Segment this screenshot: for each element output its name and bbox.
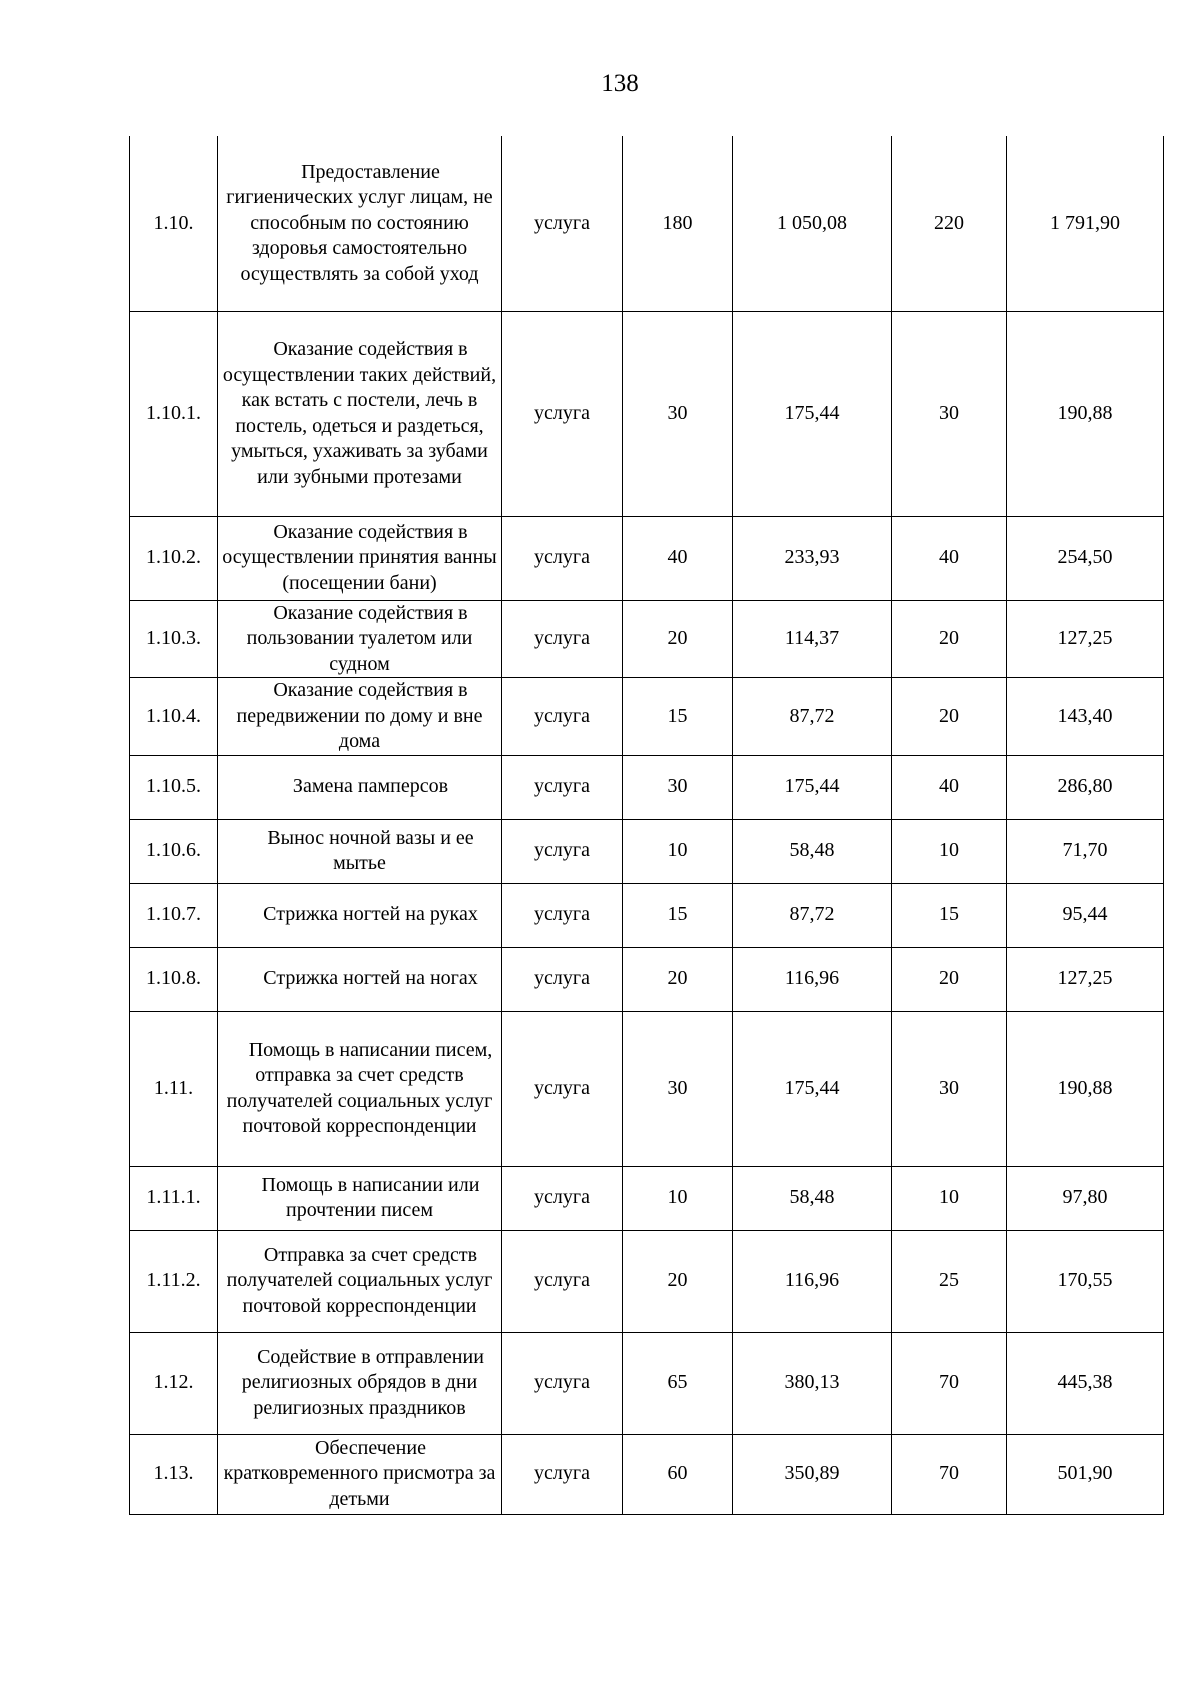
price-1-cell [733,516,892,600]
table-row [130,516,1164,600]
quantity-2-cell [892,947,1007,1011]
price-2: 254,50 [1057,546,1113,569]
quantity-2-cell [892,755,1007,819]
service-name: Обеспечение кратковременного присмотра за детьми [223,1436,496,1510]
item-number: 1.10.8. [146,967,201,990]
price-2: 71,70 [1062,839,1108,862]
quantity-2: 20 [939,704,959,727]
quantity-1: 15 [667,704,688,727]
price-1: 116,96 [784,967,840,990]
quantity-1: 180 [662,211,693,234]
price-2-cell [1007,678,1164,756]
unit: услуга [534,1269,590,1292]
unit: услуга [534,627,590,649]
item-number: 1.10.7. [146,903,201,926]
unit-cell [502,819,623,883]
unit: услуга [534,967,590,990]
unit-cell [502,1230,623,1332]
quantity-2: 220 [934,211,964,234]
table-row [130,1230,1164,1332]
price-2-cell [1007,1230,1164,1332]
service-name-cell [218,1230,502,1332]
quantity-2-cell [892,600,1007,678]
item-number: 1.10.3. [146,627,201,649]
quantity-1: 20 [667,1269,688,1292]
price-1: 350,89 [784,1462,840,1485]
unit: услуга [534,546,590,569]
price-2-cell [1007,136,1164,311]
service-name: Оказание содействия в осуществлении принятия ванны (посещении бани) [222,520,497,594]
price-2: 1 791,90 [1050,211,1120,234]
price-1: 116,96 [784,1269,840,1292]
quantity-2-cell [892,1434,1007,1514]
item-number-cell [130,516,218,600]
quantity-1: 10 [667,839,688,862]
item-number: 1.10.4. [146,704,201,727]
quantity-2-cell [892,883,1007,947]
unit-cell [502,1434,623,1514]
item-number: 1.12. [153,1371,194,1394]
price-2: 501,90 [1057,1462,1113,1485]
quantity-1-cell [623,1230,733,1332]
table-row [130,883,1164,947]
price-2-cell [1007,883,1164,947]
table-row [130,1332,1164,1434]
item-number-cell [130,678,218,756]
quantity-1-cell [623,311,733,516]
price-1-cell [733,678,892,756]
item-number-cell [130,947,218,1011]
quantity-1-cell [623,1011,733,1166]
quantity-2-cell [892,678,1007,756]
quantity-1: 20 [667,627,688,649]
service-name-cell [218,516,502,600]
item-number-cell [130,136,218,311]
item-number-cell [130,1230,218,1332]
page-number: 138 [601,70,639,97]
service-name-cell [218,1332,502,1434]
unit: услуга [534,1186,590,1209]
price-1-cell [733,311,892,516]
unit-cell [502,136,623,311]
service-name: Содействие в отправлении религиозных обрядов в дни религиозных праздников [241,1345,484,1419]
price-2: 127,25 [1057,967,1113,990]
quantity-2: 30 [939,1076,959,1099]
price-1-cell [733,1166,892,1230]
quantity-1: 40 [667,546,688,569]
unit: услуга [534,401,590,424]
unit: услуга [534,903,590,926]
item-number: 1.11.1. [146,1186,201,1209]
unit-cell [502,1011,623,1166]
quantity-1-cell [623,1332,733,1434]
price-1-cell [733,1011,892,1166]
unit: услуга [534,1076,590,1099]
unit: услуга [534,704,590,727]
quantity-1: 30 [667,401,688,424]
price-2-cell [1007,1011,1164,1166]
price-2-cell [1007,311,1164,516]
service-name: Помощь в написании писем, отправка за счет средств получателей социальных услуг почтовой корреспонденции [226,1038,493,1137]
service-name-cell [218,1166,502,1230]
item-number-cell [130,1166,218,1230]
service-name: Оказание содействия в пользовании туалетом или судном [246,601,473,675]
unit-cell [502,600,623,678]
price-2-cell [1007,819,1164,883]
price-1: 87,72 [789,704,835,727]
table-row [130,678,1164,756]
price-2: 143,40 [1057,704,1113,727]
quantity-1: 60 [667,1462,688,1485]
quantity-2: 40 [939,546,959,569]
unit-cell [502,1332,623,1434]
price-2: 190,88 [1057,401,1113,424]
service-name-cell [218,311,502,516]
price-2: 95,44 [1062,903,1108,926]
item-number-cell [130,755,218,819]
quantity-2: 25 [939,1269,959,1292]
price-2-cell [1007,516,1164,600]
unit: услуга [534,1462,590,1485]
price-1-cell [733,136,892,311]
quantity-2: 10 [939,1186,959,1209]
table-row [130,136,1164,311]
item-number-cell [130,883,218,947]
item-number-cell [130,311,218,516]
quantity-1-cell [623,883,733,947]
price-2-cell [1007,755,1164,819]
quantity-1-cell [623,819,733,883]
table-body [130,136,1164,1514]
price-1: 175,44 [784,775,840,798]
service-name-cell [218,883,502,947]
price-2-cell [1007,600,1164,678]
table-row [130,1011,1164,1166]
quantity-2-cell [892,1230,1007,1332]
service-name-cell [218,1434,502,1514]
quantity-2-cell [892,1332,1007,1434]
item-number: 1.11. [153,1076,194,1099]
quantity-1: 10 [667,1186,688,1209]
services-table [129,136,1164,1515]
quantity-1-cell [623,1166,733,1230]
unit-cell [502,883,623,947]
unit-cell [502,311,623,516]
item-number: 1.10.2. [146,546,201,569]
price-2: 170,55 [1057,1269,1113,1292]
unit: услуга [534,839,590,862]
quantity-1: 30 [667,775,688,798]
price-1-cell [733,1230,892,1332]
price-2: 190,88 [1057,1076,1113,1099]
price-2-cell [1007,947,1164,1011]
price-2: 286,80 [1057,775,1113,798]
price-1: 114,37 [784,627,840,649]
quantity-2-cell [892,516,1007,600]
price-2-cell [1007,1166,1164,1230]
price-1-cell [733,947,892,1011]
price-2: 127,25 [1057,627,1113,649]
quantity-1-cell [623,947,733,1011]
service-name: Вынос ночной вазы и ее мытье [267,826,474,874]
item-number: 1.10.5. [146,775,201,798]
price-1: 58,48 [789,1186,835,1209]
table-row [130,755,1164,819]
quantity-2: 15 [939,903,959,926]
price-1-cell [733,819,892,883]
item-number-cell [130,1011,218,1166]
item-number: 1.10.1. [146,401,201,424]
item-number-cell [130,1434,218,1514]
table-row [130,947,1164,1011]
quantity-1-cell [623,1434,733,1514]
quantity-1: 15 [667,903,688,926]
quantity-2: 30 [939,401,959,424]
quantity-2-cell [892,136,1007,311]
quantity-2-cell [892,1011,1007,1166]
table-row [130,311,1164,516]
service-name-cell [218,819,502,883]
service-name: Оказание содействия в передвижении по дому и вне дома [236,679,483,752]
item-number: 1.11.2. [146,1269,201,1292]
quantity-1: 65 [667,1371,688,1394]
price-1: 87,72 [789,903,835,926]
price-1-cell [733,600,892,678]
service-name: Стрижка ногтей на руках [263,903,478,926]
quantity-1: 20 [667,967,688,990]
quantity-1: 30 [667,1076,688,1099]
price-1: 175,44 [784,1076,840,1099]
quantity-2-cell [892,311,1007,516]
service-name: Стрижка ногтей на ногах [263,967,478,990]
quantity-2: 20 [939,627,959,649]
quantity-1-cell [623,755,733,819]
unit-cell [502,678,623,756]
service-name: Замена памперсов [292,775,449,798]
quantity-1-cell [623,516,733,600]
quantity-2-cell [892,819,1007,883]
service-name-cell [218,136,502,311]
service-name: Помощь в написании или прочтении писем [261,1173,480,1221]
price-1: 58,48 [789,839,835,862]
quantity-1-cell [623,136,733,311]
item-number-cell [130,600,218,678]
table-row [130,819,1164,883]
quantity-2: 10 [939,839,959,862]
price-2-cell [1007,1332,1164,1434]
table-row [130,1166,1164,1230]
price-1-cell [733,883,892,947]
service-name: Отправка за счет средств получателей социальных услуг почтовой корреспонденции [226,1243,493,1317]
price-1-cell [733,755,892,819]
quantity-2: 70 [939,1371,959,1394]
service-name-cell [218,947,502,1011]
unit-cell [502,755,623,819]
item-number: 1.13. [153,1462,194,1485]
service-name-cell [218,755,502,819]
service-name-cell [218,1011,502,1166]
price-2: 445,38 [1057,1371,1113,1394]
quantity-1-cell [623,600,733,678]
unit-cell [502,516,623,600]
service-name-cell [218,600,502,678]
price-1-cell [733,1332,892,1434]
service-name: Предоставление гигиенических услуг лицам, не способным по состоянию здоровья самостоятельно осуществлять за собой уход [226,160,493,285]
price-1: 175,44 [784,401,840,424]
unit: услуга [534,1371,590,1394]
quantity-2-cell [892,1166,1007,1230]
unit-cell [502,947,623,1011]
price-1: 233,93 [784,546,840,569]
price-1: 1 050,08 [777,211,847,234]
item-number: 1.10. [153,211,194,234]
service-name-cell [218,678,502,756]
quantity-2: 70 [939,1462,959,1485]
service-name: Оказание содействия в осуществлении таких действий, как встать с постели, лечь в постель, одеться и раздеться, умыться, ухаживать за зубами или зубными протезами [222,338,497,488]
quantity-2: 20 [939,967,959,990]
unit-cell [502,1166,623,1230]
unit: услуга [534,211,590,234]
price-1: 380,13 [784,1371,840,1394]
quantity-2: 40 [939,775,959,798]
price-1-cell [733,1434,892,1514]
table-row [130,600,1164,678]
unit: услуга [534,775,590,798]
quantity-1-cell [623,678,733,756]
item-number-cell [130,819,218,883]
table-row [130,1434,1164,1514]
item-number: 1.10.6. [146,839,201,862]
price-2-cell [1007,1434,1164,1514]
item-number-cell [130,1332,218,1434]
price-2: 97,80 [1062,1186,1108,1209]
